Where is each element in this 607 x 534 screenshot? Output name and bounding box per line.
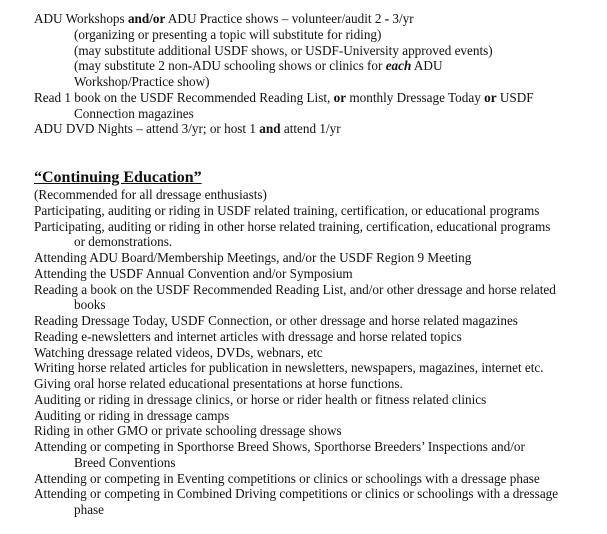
bold-text: and: [259, 121, 281, 137]
list-item: [34, 423, 600, 439]
list-item: [34, 219, 600, 251]
item-line: Attending or competing in Eventing competitions or clinics or schoolings with a dressage phase: [34, 470, 540, 486]
item-continuation: phase: [74, 502, 105, 517]
continuing-education-section: [34, 169, 600, 518]
list-item: [34, 345, 600, 361]
list-item: [34, 250, 600, 266]
list-item: [34, 486, 600, 518]
bold-text: and/or: [127, 11, 166, 26]
requirements-list: [34, 11, 600, 137]
list-item: [34, 203, 600, 219]
section-heading: “Continuing Education”: [34, 169, 202, 186]
item-continuation: books: [74, 297, 106, 313]
item-line: Attending or competing in Combined Driving competitions or clinics or schoolings with a dressage: [34, 486, 559, 502]
list-item-reading: [34, 90, 600, 122]
list-item: [34, 439, 600, 471]
document-page: [34, 11, 600, 518]
text-run: ADU Practice shows – volunteer/audit 2: [165, 11, 385, 26]
text-run: attend 1/yr: [280, 121, 341, 137]
text-run: 3/yr: [389, 11, 414, 26]
list-item-dvd-nights: [34, 121, 600, 137]
list-item: [34, 471, 600, 487]
list-item: [34, 313, 600, 329]
list-item-adu-workshops: [34, 11, 600, 90]
bold-text: or: [484, 89, 497, 105]
section-spacer: [34, 137, 600, 169]
item-line: Writing horse related articles for publication in newsletters, newspapers, magazines, internet etc.: [34, 360, 544, 376]
item-line: Giving oral horse related educational presentations at horse functions.: [34, 376, 403, 391]
text-run: ADU Workshops: [34, 11, 128, 26]
item-line: Attending or competing in Sporthorse Breed Shows, Sporthorse Breeders’ Inspections and/or: [34, 439, 525, 454]
bold-italic-text: each: [385, 58, 412, 74]
item-line: [34, 121, 600, 137]
item-line: Reading e-newsletters and internet articles with dressage and horse related topics: [34, 328, 462, 344]
list-item: [34, 408, 600, 424]
item-line: Reading a book on the USDF Recommended Reading List, and/or other dressage and horse related: [34, 281, 556, 297]
bold-text: or: [333, 89, 347, 105]
continuing-education-list: [34, 203, 600, 518]
text-run: ADU: [411, 58, 443, 74]
item-line: [34, 11, 600, 27]
item-line: Riding in other GMO or private schooling dressage shows: [34, 423, 342, 439]
text-run: USDF: [496, 89, 534, 105]
item-line: Participating, auditing or riding in other horse related training, certification, educational programs: [34, 218, 551, 234]
item-line: [34, 90, 600, 106]
item-line: Reading Dressage Today, USDF Connection, or other dressage and horse related magazines: [34, 313, 518, 328]
list-item: [34, 392, 600, 408]
item-note: Workshop/Practice show): [74, 74, 210, 89]
item-continuation: or demonstrations.: [74, 234, 173, 250]
item-line: Attending the USDF Annual Convention and/or Symposium: [34, 265, 353, 281]
item-line: Attending ADU Board/Membership Meetings, and/or the USDF Region 9 Meeting: [34, 250, 472, 265]
item-note: (organizing or presenting a topic will substitute for riding): [74, 26, 382, 42]
text-run: monthly Dressage Today: [346, 89, 485, 105]
list-item: [34, 360, 600, 376]
item-line: Auditing or riding in dressage clinics, or horse or rider health or fitness related clinics: [34, 391, 487, 407]
text-run: Read 1 book on the USDF Recommended Reading List,: [34, 89, 334, 105]
item-continuation: Connection magazines: [74, 105, 194, 121]
item-line: Auditing or riding in dressage camps: [34, 407, 230, 423]
item-continuation: Breed Conventions: [74, 454, 176, 470]
item-note: (may substitute additional USDF shows, or USDF-University approved events): [74, 42, 493, 58]
list-item: [34, 266, 600, 282]
list-item: [34, 282, 600, 314]
text-run: (may substitute 2 non-ADU schooling shows or clinics for: [74, 58, 386, 74]
item-line: Participating, auditing or riding in USDF related training, certification, or educational programs: [34, 202, 540, 218]
list-item: [34, 376, 600, 392]
text-run: ADU DVD Nights – attend 3/yr; or host 1: [34, 121, 260, 137]
bold-text: -: [384, 11, 390, 26]
item-line: Watching dressage related videos, DVDs, webnars, etc: [34, 344, 323, 360]
list-item: [34, 329, 600, 345]
section-subtitle: (Recommended for all dressage enthusiasts): [34, 187, 267, 202]
item-note: [34, 58, 600, 74]
